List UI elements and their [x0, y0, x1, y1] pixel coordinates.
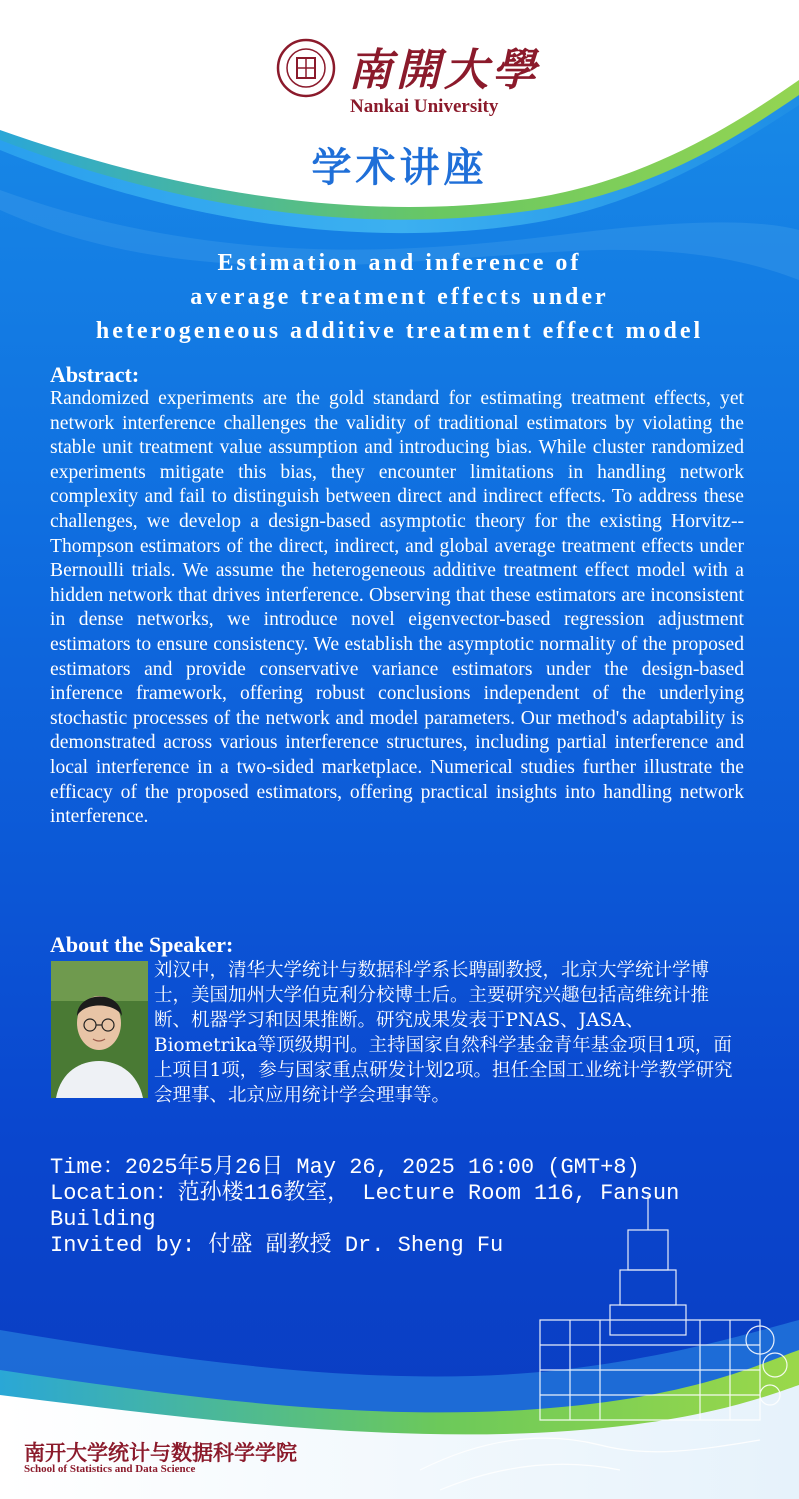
event-location-cont: Building [50, 1207, 156, 1232]
talk-title-line: Estimation and inference of [217, 250, 582, 276]
section-title: 学术讲座 [311, 144, 488, 191]
talk-title-line: heterogeneous additive treatment effect model [95, 318, 704, 344]
photo-spacer [50, 958, 154, 1100]
school-name-en: School of Statistics and Data Science [24, 1463, 196, 1475]
speaker-bio-block [50, 958, 744, 1108]
university-name-cn: 南開大學 [348, 45, 540, 96]
event-inviter: Invited by: 付盛 副教授 Dr. Sheng Fu [50, 1233, 504, 1258]
abstract-text: Randomized experiments are the gold standard for estimating treatment effects, yet network interference challenges the validity of traditional estimators by violating the stable unit treatment value assumption and introducing bias. While cluster randomized experiments mitigate this bias, they encounter limitations in handling network complexity and fail to distinguish between direct and indirect effects. To address these challenges, we develop a design-based asymptotic theory for the existing Horvitz--Thompson estimators of the direct, indirect, and global average treatment effects under Bernoulli trials. We assume the heterogeneous additive treatment effect model with a hidden network that drives interference. Observing that these estimators are inconsistent in dense networks, we introduce novel eigenvector-based regression adjustment estimators to ensure consistency. We establish the asymptotic normality of the proposed estimators and provide conservative variance estimators under the design-based inference framework, offering robust conclusions independent of the underlying stochastic processes of the network and model parameters. Our method's adaptability is demonstrated across various interference structures, including partial interference and local interference in a two-sided marketplace. Numerical studies further illustrate the efficacy of the proposed estimators, offering practical insights into handling network interference. [50, 388, 744, 828]
event-time: Time：2025年5月26日 May 26, 2025 16:00 (GMT+8) [50, 1155, 640, 1180]
event-location: Location：范孙楼116教室， Lecture Room 116, Fansun [50, 1181, 680, 1206]
university-logo [276, 20, 540, 117]
university-seal-icon [276, 38, 336, 98]
speaker-bio: 刘汉中，清华大学统计与数据科学系长聘副教授，北京大学统计学博士，美国加州大学伯克利分校博士后。主要研究兴趣包括高维统计推断、机器学习和因果推断。研究成果发表于PNAS、JASA、Biometrika等顶级期刊。主持国家自然科学基金青年基金项目1项，面上项目1项，参与国家重点研发计划2项。担任全国工业统计学教学研究会理事、北京应用统计学会理事等。 [154, 960, 733, 1106]
talk-title-line: average treatment effects under [190, 284, 609, 310]
abstract-heading: Abstract: [50, 362, 140, 387]
talk-title [20, 246, 779, 348]
event-info [50, 1155, 750, 1259]
university-name-en: Nankai University [350, 96, 499, 117]
school-name-cn: 南开大学统计与数据科学学院 [24, 1440, 297, 1465]
speaker-heading: About the Speaker: [50, 932, 234, 957]
